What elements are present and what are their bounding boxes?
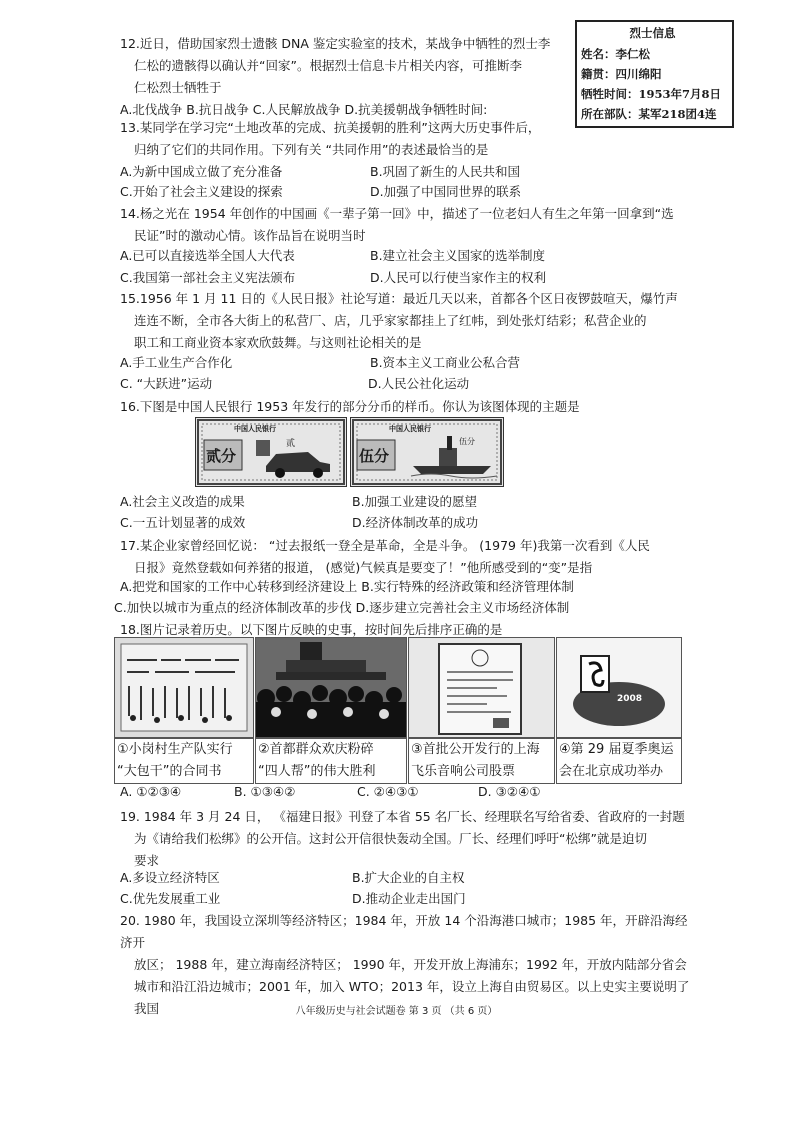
q19-option-a: A.多设立经济特区: [120, 870, 220, 885]
q15-option-b: B.资本主义工商业公私合营: [370, 355, 521, 370]
q17-line: 日报》竟然登载如何养猪的报道， (感觉)气候真是要变了！”他所感受到的“变”是指: [134, 560, 593, 575]
q19-line: 为《请给我们松绑》的公开信。这封公开信很快轰动全国。厂长、经理们呼吁“松绑”就是迫切: [134, 831, 647, 846]
coin-note-5fen: [350, 417, 504, 487]
caption-2: [255, 738, 407, 784]
q17-option-ab: A.把党和国家的工作中心转移到经济建设上 B.实行特殊的经济政策和经济管理体制: [120, 579, 574, 594]
q17-option-cd: C.加快以城市为重点的经济体制改革的步伐 D.逐步建立完善社会主义市场经济体制: [114, 600, 570, 615]
coin-badge: 伍分: [459, 437, 475, 446]
q18-option-d: D. ③②④①: [478, 784, 541, 799]
caption-line: 飞乐音响公司股票: [411, 764, 516, 779]
caption-line: “四人帮”的伟大胜利: [258, 764, 376, 779]
caption-line: 会在北京成功举办: [559, 764, 664, 779]
q15-option-d: D.人民公社化运动: [368, 376, 470, 391]
q20-line: 放区； 1988 年，建立海南经济特区； 1990 年，开发开放上海浦东；1992 年，开放内陆部分省会: [134, 957, 687, 972]
question-12: [120, 33, 575, 99]
question-15: [120, 288, 690, 354]
q20-line: 我国: [134, 1001, 160, 1016]
q12-line: 12.近日，借助国家烈士遗骸 DNA 鉴定实验室的技术，某战争中牺牲的烈士李: [120, 36, 551, 51]
q13-line: 归纳了它们的共同作用。下列有关 “共同作用”的表述最恰当的是: [134, 142, 489, 157]
q18-option-b: B. ①③④②: [234, 784, 296, 799]
q13-line: 13.某同学在学习完“土地改革的完成、抗美援朝的胜利”这两大历史事件后，: [120, 120, 541, 135]
q18-option-a: A. ①②③④: [120, 784, 182, 799]
caption-3: [408, 738, 555, 784]
coin-header: 中国人民银行: [389, 425, 431, 433]
q14-option-c: C.我国第一部社会主义宪法颁布: [120, 270, 296, 285]
coin-value: 贰分: [206, 447, 237, 465]
coin-badge: 贰: [286, 439, 296, 449]
q16-line: 16.下图是中国人民银行 1953 年发行的部分分币的样币。你认为该图体现的主题是: [120, 399, 580, 414]
q19-option-d: D.推动企业走出国门: [352, 891, 466, 906]
q18-option-c: C. ②④③①: [357, 784, 419, 799]
q12-options: A.北伐战争 B.抗日战争 C.人民解放战争 D.抗美援朝战争牺牲时间:: [120, 102, 488, 117]
q15-line: 职工和工商业资本家欢欣鼓舞。与这则社论相关的是: [134, 335, 422, 350]
q15-option-a: A.手工业生产合作化: [120, 355, 233, 370]
caption-4: [556, 738, 682, 784]
card-line-unit: 所在部队：某军218团4连: [581, 107, 717, 121]
card-line-hometown: 籍贯：四川绵阳: [581, 67, 662, 81]
q17-line: 17.某企业家曾经回忆说： “过去报纸一登全是革命，全是斗争。 (1979 年)我第一次看到《人民: [120, 538, 650, 553]
q13-option-a: A.为新中国成立做了充分准备: [120, 164, 283, 179]
q14-option-b: B.建立社会主义国家的选举制度: [370, 248, 546, 263]
q19-option-b: B.扩大企业的自主权: [352, 870, 465, 885]
q13-option-c: C.开始了社会主义建设的探索: [120, 184, 283, 199]
coin-note-2fen: [195, 417, 347, 487]
photo-stock-certificate: [408, 637, 555, 738]
q18-line: 18.图片记录着历史。以下图片反映的史事，按时间先后排序正确的是: [120, 622, 503, 637]
q15-line: 15.1956 年 1 月 11 日的《人民日报》社论写道：最近几天以来，首都各个区日夜锣鼓喧天，爆竹声: [120, 291, 678, 306]
q15-option-c: C. “大跃进”运动: [120, 376, 213, 391]
caption-line: ①小岗村生产队实行: [117, 742, 233, 757]
card-title: 烈士信息: [629, 26, 676, 40]
card-line-date: 牺牲时间：1953年7月8日: [581, 87, 722, 101]
q12-line: 仁松烈士牺牲于: [134, 80, 222, 95]
q15-line: 连连不断，全市各大街上的私营厂、店，几乎家家都挂上了红帏，到处张灯结彩；私营企业的: [134, 313, 647, 328]
q20-line: 20. 1980 年，我国设立深圳等经济特区；1984 年，开放 14 个沿海港口城市；1985 年，开辟沿海经济开: [120, 913, 688, 950]
card-line-name: 姓名：李仁松: [581, 47, 650, 61]
q14-option-a: A.已可以直接选举全国人大代表: [120, 248, 295, 263]
q14-line: 民证”时的激动心情。该作品旨在说明当时: [134, 228, 366, 243]
photo-crowd-celebration: [255, 637, 407, 738]
question-16: [120, 396, 690, 418]
q19-option-c: C.优先发展重工业: [120, 891, 221, 906]
martyr-info-card: [575, 20, 734, 128]
olympic-logo-text: 2008: [617, 694, 643, 704]
photo-xiaogang-contract: [114, 637, 254, 738]
coin-value: 伍分: [359, 447, 390, 465]
q16-option-c: C.一五计划显著的成效: [120, 515, 246, 530]
q14-option-d: D.人民可以行使当家作主的权利: [370, 270, 547, 285]
photo-olympic-emblem: [556, 637, 682, 738]
coin-header: 中国人民银行: [234, 425, 276, 433]
q16-option-a: A.社会主义改造的成果: [120, 494, 245, 509]
caption-line: ③首批公开发行的上海: [411, 742, 540, 757]
q16-option-b: B.加强工业建设的愿望: [352, 494, 478, 509]
q16-option-d: D.经济体制改革的成功: [352, 515, 479, 530]
q19-line: 19. 1984 年 3 月 24 日， 《福建日报》刊登了本省 55 名厂长、经理联名写给省委、省政府的一封题: [120, 809, 685, 824]
q14-line: 14.杨之光在 1954 年创作的中国画《一辈子第一回》中，描述了一位老妇人有生之年第一回拿到“选: [120, 206, 674, 221]
question-19: [120, 806, 690, 872]
caption-1: [114, 738, 254, 784]
question-13: [120, 117, 690, 161]
q13-option-d: D.加强了中国同世界的联系: [370, 184, 522, 199]
caption-line: ②首都群众欢庆粉碎: [258, 742, 374, 757]
q20-line: 城市和沿江沿边城市；2001 年，加入 WTO；2013 年，设立上海自由贸易区。以上史实主要说明了: [134, 979, 690, 994]
question-17: [120, 535, 690, 579]
q19-line: 要求: [134, 853, 160, 868]
q13-option-b: B.巩固了新生的人民共和国: [370, 164, 521, 179]
page-footer: 八年级历史与社会试题卷 第 3 页 （共 6 页）: [295, 1006, 498, 1017]
q12-line: 仁松的遗骸得以确认并“回家”。根据烈士信息卡片相关内容，可推断李: [134, 58, 522, 73]
caption-line: “大包干”的合同书: [117, 764, 222, 779]
question-14: [120, 203, 690, 247]
caption-line: ④第 29 届夏季奥运: [559, 742, 674, 757]
